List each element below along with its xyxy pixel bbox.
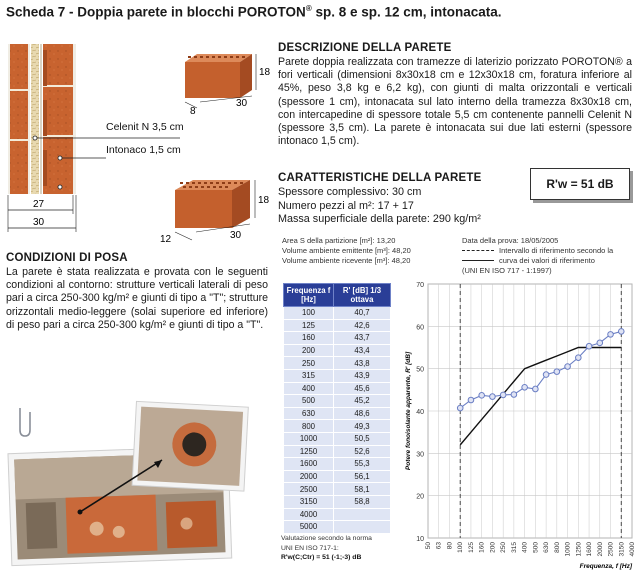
frequency-cell: 1000 bbox=[284, 432, 334, 445]
measured-point bbox=[490, 394, 496, 400]
conditions-heading: CONDIZIONI DI POSA bbox=[6, 252, 128, 264]
table-row bbox=[284, 332, 391, 345]
characteristic-item: Massa superficiale della parete: 290 kg/m² bbox=[278, 213, 481, 225]
dim-8: 8 bbox=[190, 106, 196, 117]
r-value-cell: 43,9 bbox=[334, 369, 391, 382]
measured-point bbox=[554, 369, 560, 375]
x-tick-label: 800 bbox=[553, 542, 561, 553]
frequency-cell: 2500 bbox=[284, 483, 334, 496]
col-frequency: Frequenza f [Hz] bbox=[284, 284, 334, 307]
x-tick-label: 630 bbox=[543, 542, 551, 553]
conditions-text: La parete è stata realizzata e provata con le seguenti condizioni al contorno: strutture verticali laterali di peso pari a circa 250-300 kg/m² e giunti di tipo a "T"; strutture orizzontali medio-leggere (solai superiore ed inferiore) di peso pari a circa 250-300 kg/m² e giunti di tipo a "T". bbox=[6, 266, 268, 331]
dim-18-bottom: 18 bbox=[258, 195, 270, 206]
measured-point bbox=[608, 332, 614, 338]
frequency-cell: 1250 bbox=[284, 445, 334, 458]
sound-insulation-chart bbox=[400, 280, 640, 572]
frequency-cell: 125 bbox=[284, 319, 334, 332]
page-title: Scheda 7 - Doppia parete in blocchi POROTON® sp. 8 e sp. 12 cm, intonacata. bbox=[6, 4, 502, 20]
measured-point bbox=[511, 392, 517, 398]
x-tick-label: 1600 bbox=[586, 542, 594, 557]
frequency-cell: 315 bbox=[284, 369, 334, 382]
r-value-cell: 45,6 bbox=[334, 382, 391, 395]
table-row bbox=[284, 307, 391, 320]
volume-emitting: Volume ambiente emittente [m³]: 48,20 bbox=[282, 246, 411, 255]
measured-point bbox=[522, 384, 528, 390]
volume-receiving: Volume ambiente ricevente [m³]: 48,20 bbox=[282, 256, 411, 265]
table-row bbox=[284, 445, 391, 458]
rw-badge: R'w = 51 dB bbox=[530, 168, 630, 200]
r-value-cell bbox=[334, 508, 391, 521]
norm-note: Valutazione secondo la norma UNI EN ISO 717-1: R'w(C;Ctr) = 51 (-1;-3) dB bbox=[281, 534, 411, 563]
intonaco-label: Intonaco 1,5 cm bbox=[106, 144, 181, 156]
frequency-cell: 250 bbox=[284, 357, 334, 370]
r-value-cell: 48,6 bbox=[334, 407, 391, 420]
test-date: Data della prova: 18/05/2005 bbox=[462, 236, 559, 245]
r-value-cell: 49,3 bbox=[334, 420, 391, 433]
r-value-cell: 52,6 bbox=[334, 445, 391, 458]
x-tick-label: 1000 bbox=[564, 542, 572, 557]
table-row bbox=[284, 420, 391, 433]
x-tick-label: 400 bbox=[521, 542, 529, 553]
measured-point bbox=[533, 386, 539, 392]
table-row bbox=[284, 508, 391, 521]
measured-point bbox=[586, 343, 592, 349]
frequency-table bbox=[283, 283, 391, 534]
x-tick-label: 200 bbox=[489, 542, 497, 553]
block-8cm bbox=[185, 54, 252, 98]
dim-18-top: 18 bbox=[259, 67, 271, 78]
measured-point bbox=[618, 329, 624, 335]
x-tick-label: 250 bbox=[500, 542, 508, 553]
measured-point bbox=[468, 397, 474, 403]
y-tick-label: 50 bbox=[416, 366, 424, 374]
x-tick-label: 160 bbox=[478, 542, 486, 553]
table-row bbox=[284, 483, 391, 496]
r-value-cell: 58,8 bbox=[334, 495, 391, 508]
measured-point bbox=[500, 392, 506, 398]
measured-point bbox=[597, 340, 603, 346]
y-tick-label: 60 bbox=[416, 324, 424, 332]
table-row bbox=[284, 432, 391, 445]
table-row bbox=[284, 382, 391, 395]
table-row bbox=[284, 407, 391, 420]
chart-legend bbox=[462, 236, 637, 276]
x-axis-label: Frequenza, f [Hz] bbox=[579, 563, 632, 570]
x-tick-label: 3150 bbox=[618, 542, 626, 557]
dim-30-block: 30 bbox=[230, 230, 242, 241]
x-tick-label: 2000 bbox=[596, 542, 604, 557]
legend-dashed-item: Intervallo di riferimento secondo la bbox=[462, 246, 637, 256]
x-tick-label: 80 bbox=[446, 542, 454, 550]
measured-point bbox=[576, 355, 582, 361]
frequency-cell: 500 bbox=[284, 395, 334, 408]
legend-norm: (UNI EN ISO 717 - 1:1997) bbox=[462, 266, 552, 275]
area-value: Area S della partizione [m²]: 13,20 bbox=[282, 236, 396, 245]
measured-point bbox=[457, 405, 463, 411]
table-row bbox=[284, 470, 391, 483]
frequency-cell: 630 bbox=[284, 407, 334, 420]
y-tick-label: 40 bbox=[416, 409, 424, 416]
characteristic-item: Numero pezzi al m²: 17 + 17 bbox=[278, 199, 414, 212]
x-tick-label: 50 bbox=[425, 542, 432, 550]
r-value-cell: 55,3 bbox=[334, 458, 391, 471]
frequency-cell: 160 bbox=[284, 332, 334, 345]
x-tick-label: 125 bbox=[467, 542, 475, 553]
r-value-cell: 58,1 bbox=[334, 483, 391, 496]
table-row bbox=[284, 357, 391, 370]
table-row bbox=[284, 458, 391, 471]
dim-30-bottom: 30 bbox=[33, 217, 45, 228]
wall-section-illustration bbox=[0, 40, 280, 245]
table-row bbox=[284, 319, 391, 332]
x-tick-label: 4000 bbox=[629, 542, 636, 557]
table-row bbox=[284, 344, 391, 357]
r-value-cell: 43,8 bbox=[334, 357, 391, 370]
test-parameters bbox=[282, 236, 482, 266]
table-row bbox=[284, 395, 391, 408]
celenit-label: Celenit N 3,5 cm bbox=[106, 121, 184, 133]
frequency-cell: 100 bbox=[284, 307, 334, 320]
description-text: Parete doppia realizzata con tramezze di laterizio porizzato POROTON® a fori verticali (dimensioni 8x30x18 cm e 12x30x18 cm, foratura inferiore al 45%, peso 3,8 kg e 6,2 kg), con giunti di malta orizzontali e verticali (spessore 1 cm), intonacata sul lato interno della tramezza 8x30x18 cm, con intercapedine di spessore totale 5,5 cm contenente pannelli Celenit N (spessore 3,5 cm). La parete è intonacata sui due lati esterni (spessore intonaco 1,5 cm). bbox=[278, 56, 632, 148]
installation-photo bbox=[6, 400, 268, 568]
r-value-cell bbox=[334, 521, 391, 534]
frequency-cell: 200 bbox=[284, 344, 334, 357]
frequency-cell: 400 bbox=[284, 382, 334, 395]
y-tick-label: 20 bbox=[416, 493, 424, 501]
r-value-cell: 45,2 bbox=[334, 395, 391, 408]
frequency-cell: 3150 bbox=[284, 495, 334, 508]
frequency-cell: 5000 bbox=[284, 521, 334, 534]
x-tick-label: 2500 bbox=[607, 542, 615, 557]
block-12cm bbox=[175, 180, 250, 228]
r-value-cell: 42,6 bbox=[334, 319, 391, 332]
frequency-cell: 1600 bbox=[284, 458, 334, 471]
characteristics-heading: CARATTERISTICHE DELLA PARETE bbox=[278, 172, 482, 184]
r-value-cell: 43,4 bbox=[334, 344, 391, 357]
rw-rating: R'w(C;Ctr) = 51 (-1;-3) dB bbox=[281, 554, 362, 561]
dim-30-top: 30 bbox=[236, 98, 248, 109]
legend-solid-item: curva dei valori di riferimento bbox=[462, 256, 637, 266]
frequency-cell: 2000 bbox=[284, 470, 334, 483]
y-tick-label: 30 bbox=[416, 451, 424, 459]
frequency-cell: 4000 bbox=[284, 508, 334, 521]
characteristics-list bbox=[278, 186, 538, 227]
x-tick-label: 1250 bbox=[575, 542, 583, 557]
x-tick-label: 315 bbox=[510, 542, 518, 553]
r-value-cell: 43,7 bbox=[334, 332, 391, 345]
frequency-cell: 800 bbox=[284, 420, 334, 433]
y-tick-label: 70 bbox=[416, 282, 424, 289]
y-tick-label: 10 bbox=[416, 536, 424, 543]
characteristic-item: Spessore complessivo: 30 cm bbox=[278, 186, 422, 198]
table-row bbox=[284, 521, 391, 534]
r-value-cell: 56,1 bbox=[334, 470, 391, 483]
measured-point bbox=[565, 364, 571, 370]
x-tick-label: 63 bbox=[435, 542, 443, 550]
table-row bbox=[284, 495, 391, 508]
dim-12: 12 bbox=[160, 234, 172, 245]
solid-line-swatch bbox=[462, 260, 494, 261]
dim-27: 27 bbox=[33, 199, 45, 210]
y-axis-label: Potere fonoisolante apparente, R' [dB] bbox=[405, 351, 412, 471]
col-r-value: R' [dB] 1/3 ottava bbox=[334, 284, 391, 307]
x-tick-label: 500 bbox=[532, 542, 540, 553]
r-value-cell: 40,7 bbox=[334, 307, 391, 320]
table-row bbox=[284, 369, 391, 382]
description-heading: DESCRIZIONE DELLA PARETE bbox=[278, 42, 452, 54]
measured-point bbox=[543, 372, 549, 378]
x-tick-label: 100 bbox=[457, 542, 465, 553]
measured-point bbox=[479, 393, 485, 399]
dashed-line-swatch bbox=[462, 250, 494, 251]
r-value-cell: 50,5 bbox=[334, 432, 391, 445]
